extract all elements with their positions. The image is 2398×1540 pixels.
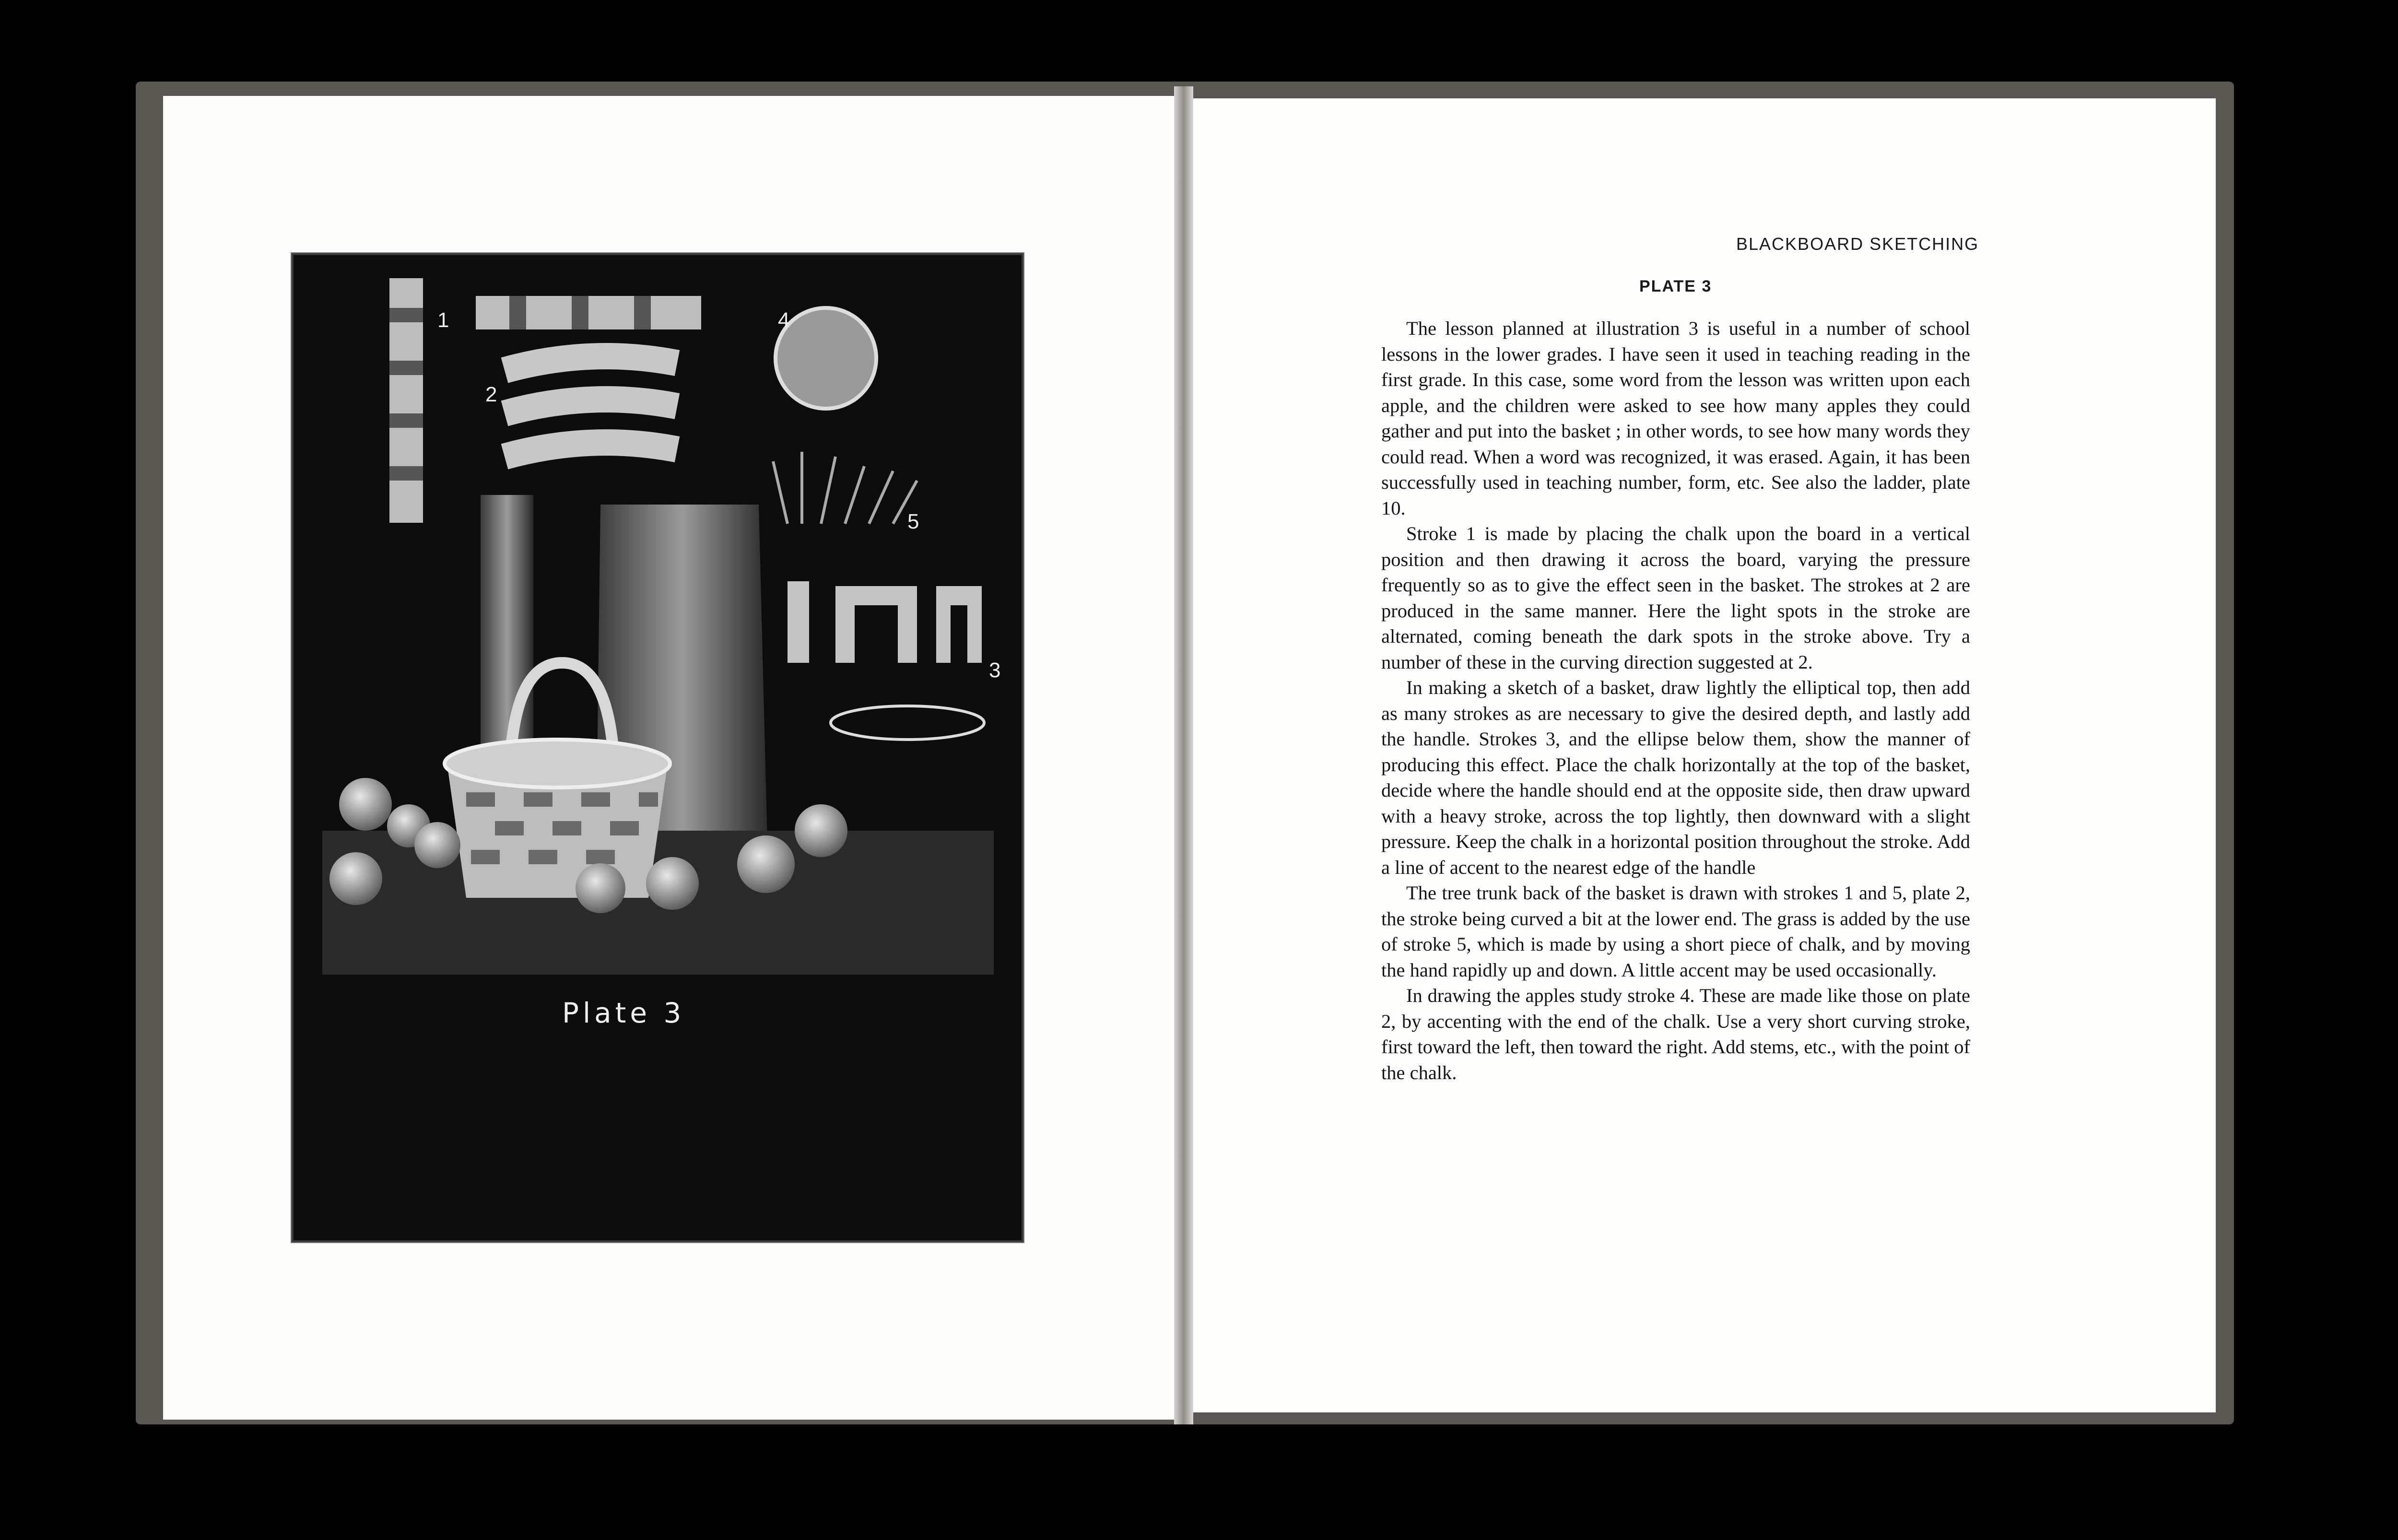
stroke-3-sample [788, 581, 982, 663]
body-text [1381, 316, 1970, 1085]
paragraph: The lesson planned at illustration 3 is useful in a number of school lessons in the lower grades. I have seen it used in teaching reading in the first grade. In this case, some word from the lesson was written upon each apple, and the children were asked to see how many apples they could gather and put into the basket ; in other words, to see how many words they could read. When a word was recognized, it was erased. Again, it has been successfully used in teaching number, form, etc. See also the ladder, plate 10. [1381, 317, 1970, 519]
paragraph: In drawing the apples study stroke 4. These are made like those on plate 2, by accenting with the end of the chalk. Use a very short curving stroke, first toward the left, then toward the right. Add stems, etc., with the point of the chalk. [1381, 985, 1970, 1083]
plate-title: PLATE 3 [1639, 277, 1712, 295]
stroke-2-sample [505, 356, 677, 457]
ellipse-sample [831, 706, 984, 740]
label-1: 1 [437, 308, 449, 332]
grass [773, 452, 917, 524]
label-3: 3 [989, 658, 1001, 682]
plate-caption: Plate 3 [562, 997, 685, 1029]
chalk-drawing [294, 255, 1022, 1240]
book-gutter [1174, 86, 1193, 1424]
running-header: BLACKBOARD SKETCHING [1736, 234, 1979, 254]
plate-illustration [292, 253, 1023, 1242]
stroke-4-sample [776, 308, 876, 409]
paragraph: The tree trunk back of the basket is drawn with strokes 1 and 5, plate 2, the stroke being curved a bit at the lower end. The grass is added by the use of stroke 5, which is made by using a short piece of chalk, and by moving the hand rapidly up and down. A little accent may be used occasionally. [1381, 882, 1970, 981]
label-5: 5 [907, 510, 919, 533]
paragraph: In making a sketch of a basket, draw lightly the elliptical top, then add as many strokes as are necessary to give the desired depth, and lastly add the handle. Strokes 3, and the ellipse below them, show the manner of producing this effect. Place the chalk horizontally at the top of the basket, decide where the handle should end at the opposite side, then draw upward with a heavy stroke, across the top lightly, then downward with a slight pressure. Keep the chalk in a horizontal position throughout the stroke. Add a line of accent to the nearest edge of the handle [1381, 677, 1970, 878]
paragraph: Stroke 1 is made by placing the chalk upon the board in a vertical position and then drawing it across the board, varying the pressure frequently so as to give the effect seen in the basket. The strokes at 2 are produced in the same manner. Here the light spots in the stroke are alternated, coming beneath the dark spots in the stroke above. Try a number of these in the curving direction suggested at 2. [1381, 523, 1970, 673]
label-4: 4 [778, 308, 790, 332]
label-2: 2 [485, 383, 497, 406]
